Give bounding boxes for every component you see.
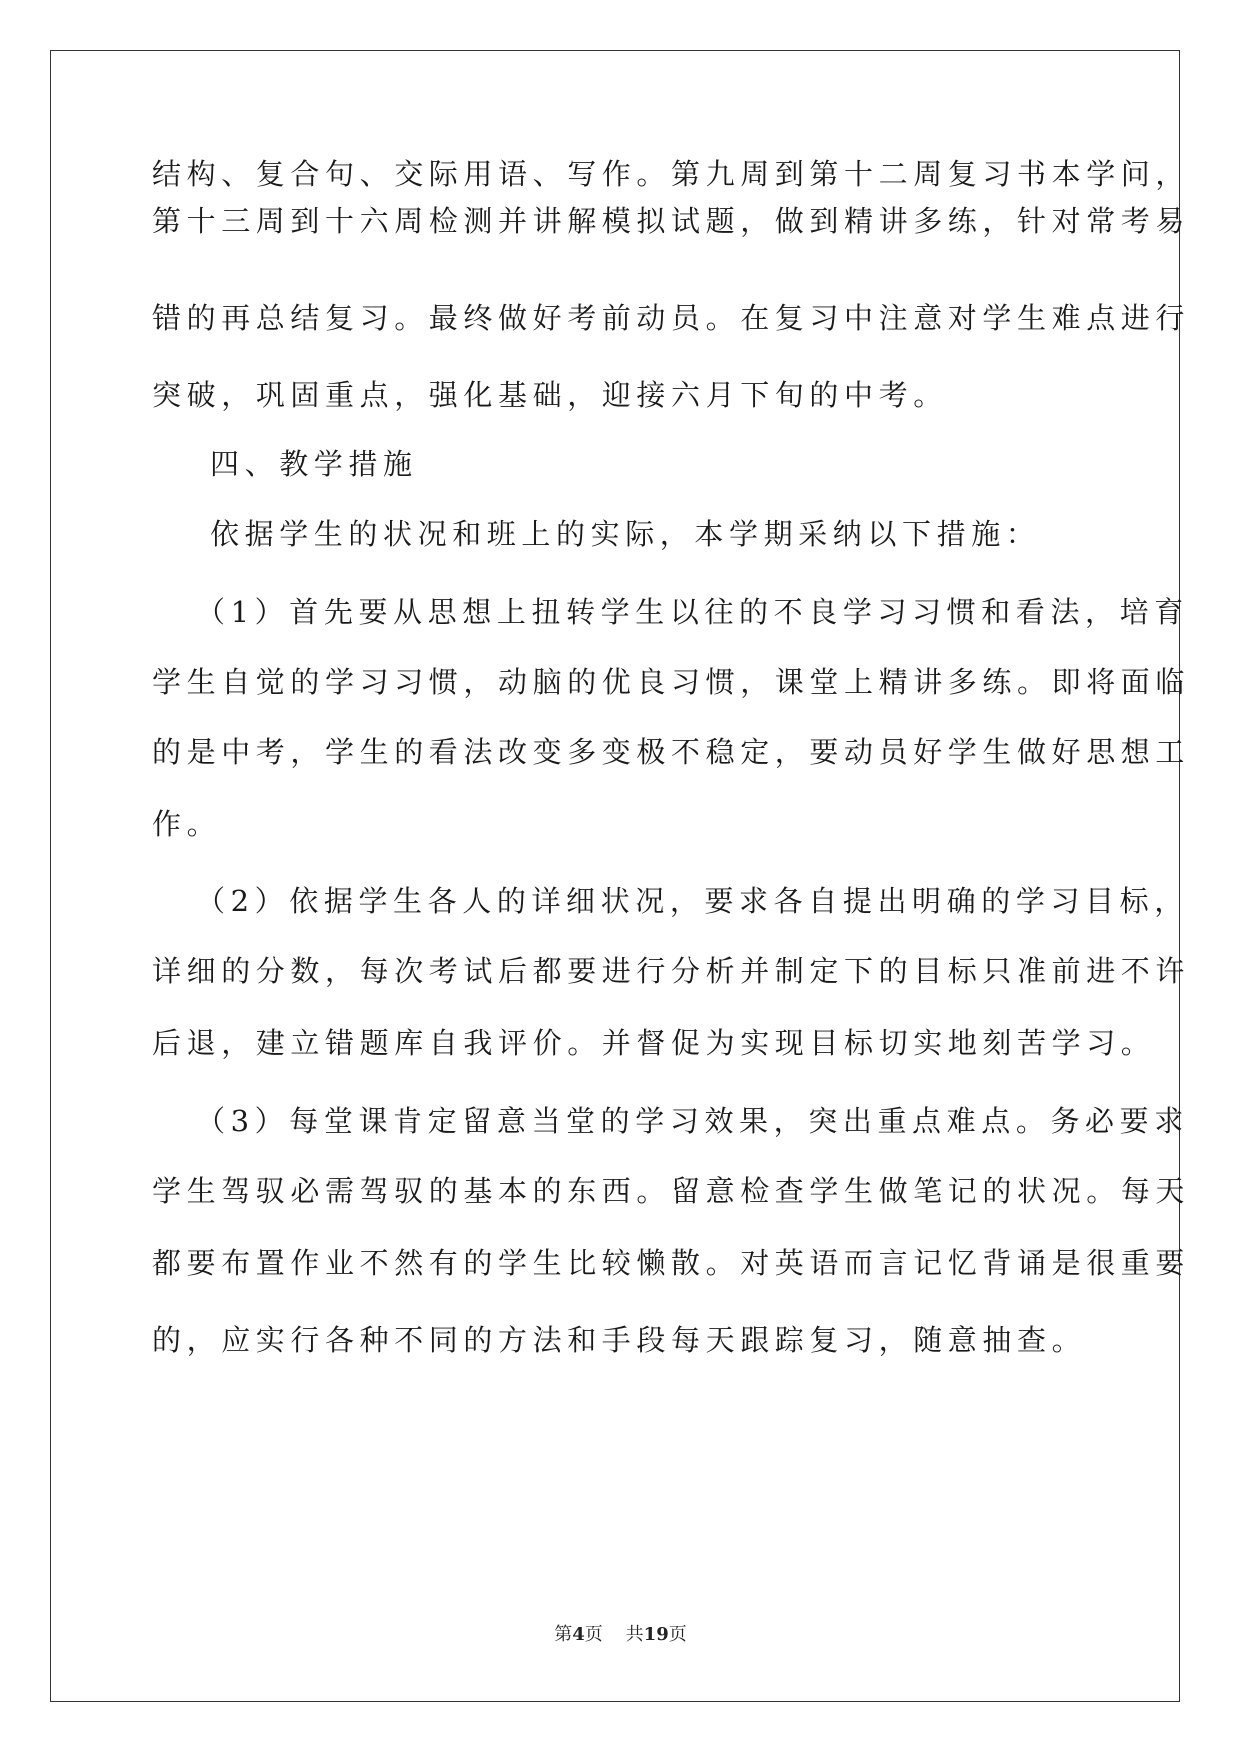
text-line: （3）每堂课肯定留意当堂的学习效果，突出重点难点。务必要求 [196, 1104, 1189, 1138]
text-line: 作。 [152, 807, 222, 841]
footer-prefix: 第 [554, 1624, 573, 1645]
page-footer [0, 1620, 1241, 1646]
page-border [50, 50, 1180, 1702]
text-line: 结构、复合句、交际用语、写作。第九周到第十二周复习书本学问， [152, 157, 1191, 191]
text-line: 都要布置作业不然有的学生比较懒散。对英语而言记忆背诵是很重要 [152, 1246, 1191, 1280]
text-line: 学生自觉的学习习惯，动脑的优良习惯，课堂上精讲多练。即将面临 [152, 665, 1191, 699]
text-line: 的是中考，学生的看法改变多变极不稳定，要动员好学生做好思想工 [152, 735, 1191, 769]
footer-mid: 页 共 [584, 1624, 644, 1645]
text-line: 错的再总结复习。最终做好考前动员。在复习中注意对学生难点进行 [152, 301, 1191, 335]
current-page-number: 4 [572, 1624, 585, 1645]
text-line: （2）依据学生各人的详细状况，要求各自提出明确的学习目标， [196, 884, 1189, 918]
text-line: 依据学生的状况和班上的实际，本学期采纳以下措施： [210, 517, 1041, 551]
text-line: 详细的分数，每次考试后都要进行分析并制定下的目标只准前进不许 [152, 954, 1191, 988]
total-page-count: 19 [643, 1624, 669, 1645]
section-heading: 四、教学措施 [210, 447, 418, 481]
text-line: 第十三周到十六周检测并讲解模拟试题，做到精讲多练，针对常考易 [152, 204, 1191, 238]
text-line: （1）首先要从思想上扭转学生以往的不良学习习惯和看法，培育 [196, 595, 1189, 629]
text-line: 突破，巩固重点，强化基础，迎接六月下旬的中考。 [152, 378, 948, 412]
text-line: 的，应实行各种不同的方法和手段每天跟踪复习，随意抽查。 [152, 1323, 1087, 1357]
text-line: 学生驾驭必需驾驭的基本的东西。留意检查学生做笔记的状况。每天 [152, 1174, 1191, 1208]
footer-suffix: 页 [668, 1624, 687, 1645]
text-line: 后退，建立错题库自我评价。并督促为实现目标切实地刻苦学习。 [152, 1026, 1156, 1060]
